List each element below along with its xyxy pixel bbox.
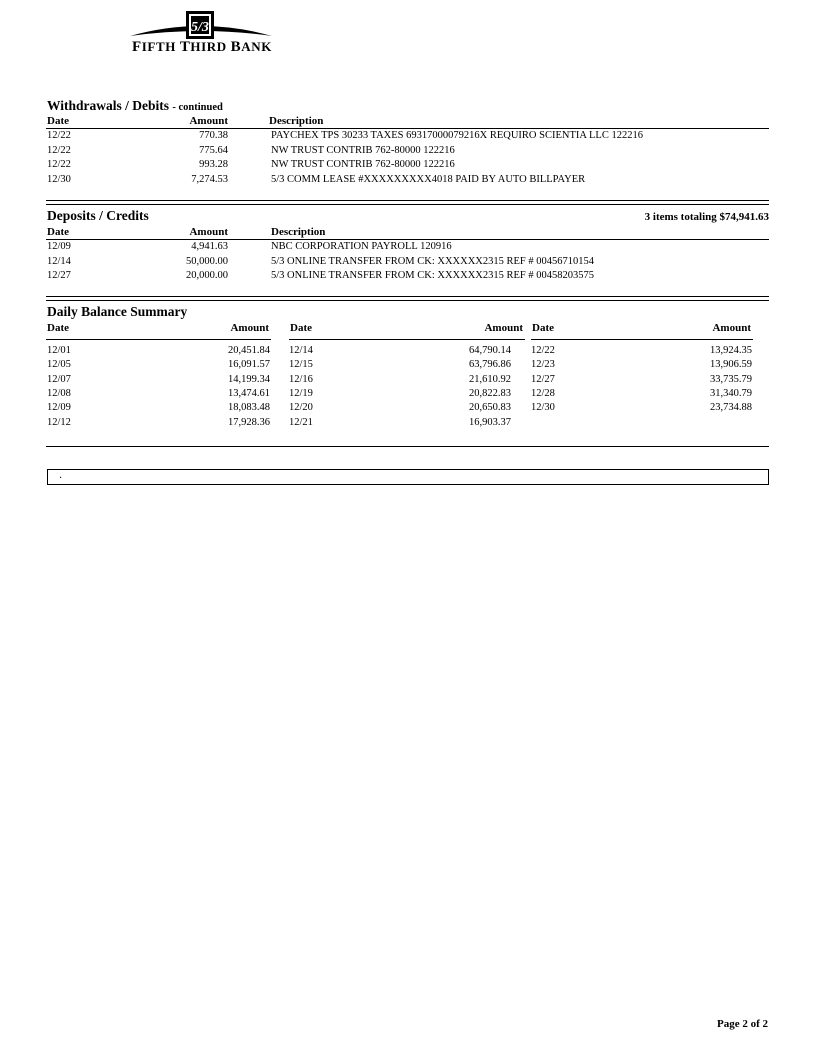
daily-rule-2 [289,339,525,340]
withdrawals-header-rule [46,128,769,129]
table-row-amount: 7,274.53 [191,174,228,185]
daily-amount: 13,474.61 [228,388,270,399]
table-row-date: 12/09 [47,241,71,252]
deposits-header-date: Date [47,226,69,238]
daily-date: 12/28 [531,388,555,399]
deposits-header-amount: Amount [189,226,228,238]
daily-date: 12/14 [289,345,313,356]
table-row-amount: 50,000.00 [186,256,228,267]
daily-date: 12/23 [531,359,555,370]
table-row-description: NW TRUST CONTRIB 762-80000 122216 [271,145,455,156]
table-row-description: 5/3 ONLINE TRANSFER FROM CK: XXXXXX2315 REF # 00458203575 [271,270,594,281]
daily-header-amount-2: Amount [484,322,523,334]
table-row-date: 12/22 [47,130,71,141]
daily-amount: 63,796.86 [469,359,511,370]
withdrawals-header-date: Date [47,115,69,127]
daily-amount: 33,735.79 [710,374,752,385]
daily-header-date-3: Date [532,322,554,334]
table-row-date: 12/30 [47,174,71,185]
svg-text:5/3: 5/3 [191,20,209,35]
table-row-amount: 770.38 [199,130,228,141]
daily-date: 12/12 [47,417,71,428]
message-box-text: . [59,470,63,481]
section-divider [46,296,769,301]
daily-amount: 20,451.84 [228,345,270,356]
daily-amount: 17,928.36 [228,417,270,428]
fifth-third-logo-icon [128,8,274,42]
daily-rule-3 [531,339,753,340]
withdrawals-header-description: Description [269,115,324,127]
daily-date: 12/15 [289,359,313,370]
table-row-amount: 4,941.63 [191,241,228,252]
daily-date: 12/16 [289,374,313,385]
daily-amount: 20,650.83 [469,402,511,413]
daily-amount: 18,083.48 [228,402,270,413]
daily-date: 12/07 [47,374,71,385]
withdrawals-header-amount: Amount [189,115,228,127]
daily-date: 12/05 [47,359,71,370]
daily-rule-1 [46,339,271,340]
daily-amount: 23,734.88 [710,402,752,413]
daily-amount: 14,199.34 [228,374,270,385]
table-row-date: 12/14 [47,256,71,267]
table-row-amount: 993.28 [199,159,228,170]
table-row-description: 5/3 COMM LEASE #XXXXXXXXX4018 PAID BY AUTO BILLPAYER [271,174,586,185]
bank-name: FIFTH THIRD BANK [132,39,272,55]
daily-amount: 13,924.35 [710,345,752,356]
deposits-total: 3 items totaling $74,941.63 [644,211,769,223]
daily-date: 12/09 [47,402,71,413]
section-divider [46,200,769,205]
table-row-description: NW TRUST CONTRIB 762-80000 122216 [271,159,455,170]
daily-date: 12/21 [289,417,313,428]
table-row-amount: 775.64 [199,145,228,156]
bank-logo [128,8,274,58]
deposits-title: Deposits / Credits [47,208,149,223]
daily-date: 12/30 [531,402,555,413]
page-number: Page 2 of 2 [716,1018,768,1030]
daily-amount: 13,906.59 [710,359,752,370]
daily-amount: 21,610.92 [469,374,511,385]
table-row-description: NBC CORPORATION PAYROLL 120916 [271,241,452,252]
daily-header-date-2: Date [290,322,312,334]
daily-amount: 64,790.14 [469,345,511,356]
deposits-header-rule [46,239,769,240]
daily-date: 12/08 [47,388,71,399]
table-row-description: PAYCHEX TPS 30233 TAXES 69317000079216X REQUIRO SCIENTIA LLC 122216 [271,130,643,141]
daily-date: 12/19 [289,388,313,399]
daily-amount: 31,340.79 [710,388,752,399]
table-row-date: 12/27 [47,270,71,281]
table-row-date: 12/22 [47,145,71,156]
table-row-date: 12/22 [47,159,71,170]
table-row-description: 5/3 ONLINE TRANSFER FROM CK: XXXXXX2315 REF # 00456710154 [271,256,594,267]
daily-balance-title: Daily Balance Summary [47,304,188,319]
daily-header-amount-1: Amount [230,322,269,334]
daily-date: 12/27 [531,374,555,385]
daily-header-date-1: Date [47,322,69,334]
table-row-amount: 20,000.00 [186,270,228,281]
daily-amount: 20,822.83 [469,388,511,399]
daily-date: 12/01 [47,345,71,356]
withdrawals-title: Withdrawals / Debits - continued [47,98,223,113]
daily-amount: 16,903.37 [469,417,511,428]
daily-date: 12/22 [531,345,555,356]
message-box [47,469,769,485]
daily-amount: 16,091.57 [228,359,270,370]
daily-bottom-rule [46,446,769,447]
deposits-header-description: Description [271,226,326,238]
daily-header-amount-3: Amount [712,322,751,334]
daily-date: 12/20 [289,402,313,413]
